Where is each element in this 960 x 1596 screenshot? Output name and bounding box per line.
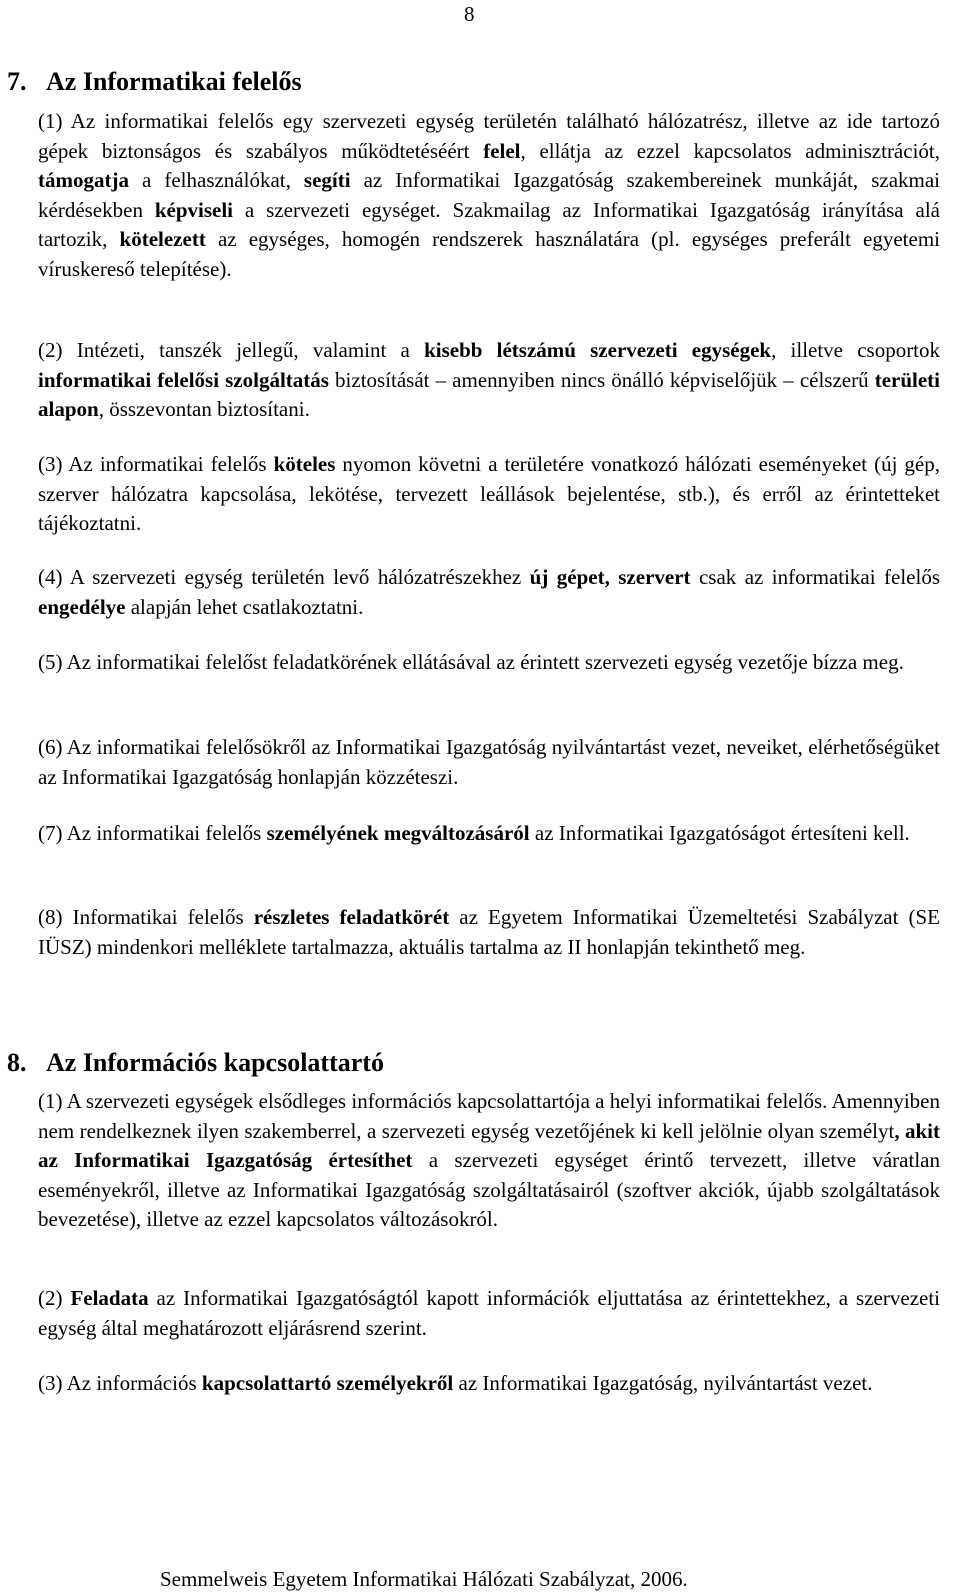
section-7-paragraph-7 bbox=[38, 819, 940, 849]
bold-text: kisebb létszámú szervezeti egységek bbox=[424, 338, 772, 362]
bold-text: , akit az Informatikai Igazgatóság értesíthet bbox=[38, 1118, 940, 1172]
body-text: az Informatikai Igazgatóság szakembereinek munkáját, szakmai kérdésekben bbox=[38, 168, 941, 222]
section-8-paragraph-1 bbox=[38, 1087, 940, 1235]
bold-text: kapcsolattartó személyekről bbox=[201, 1371, 454, 1395]
page-footer: Semmelweis Egyetem Informatikai Hálózati Szabályzat, 2006. bbox=[160, 1567, 688, 1591]
paragraph-number: (2) bbox=[38, 338, 63, 362]
paragraph-number: (8) bbox=[38, 905, 63, 929]
body-text: Az információs bbox=[66, 1371, 202, 1395]
bold-text: személyének megváltozásáról bbox=[266, 821, 530, 845]
body-text: Intézeti, tanszék jellegű, valamint a bbox=[76, 338, 425, 362]
bold-text: területi alapon bbox=[38, 367, 940, 421]
body-text: a felhasználókat, bbox=[128, 168, 304, 192]
body-text: az Informatikai Igazgatóságot értesíteni kell. bbox=[529, 821, 910, 845]
body-text: Informatikai felelős bbox=[72, 905, 254, 929]
bold-text: felel bbox=[483, 138, 521, 163]
body-text: Az informatikai felelősökről az Informatikai Igazgatóság nyilvántartást vezet, neveiket, elérhetőségüket az Informatikai Igazgatóság honlapján közzéteszi. bbox=[38, 735, 940, 789]
section-7-paragraph-8 bbox=[38, 903, 940, 962]
section-8-paragraph-3 bbox=[38, 1369, 940, 1399]
bold-text: támogatja bbox=[38, 168, 129, 192]
body-text: az Egyetem Informatikai Üzemeltetési Szabályzat (SE IÜSZ) mindenkori melléklete tartalmazza, aktuális tartalma az II honlapján tekinthető meg. bbox=[38, 905, 941, 959]
body-text: , ellátja az ezzel kapcsolatos adminisztrációt, bbox=[520, 138, 940, 163]
section-7-title: Az Informatikai felelős bbox=[46, 67, 302, 96]
body-text: A szervezeti egység területén levő hálózatrészekhez bbox=[69, 565, 530, 589]
paragraph-number: (4) bbox=[38, 565, 63, 589]
section-7-paragraph-6 bbox=[38, 733, 940, 792]
body-text: az egységes, homogén rendszerek használatára (pl. egységes preferált egyetemi víruskereső telepítése). bbox=[38, 227, 940, 281]
section-7-paragraph-4 bbox=[38, 563, 940, 622]
body-text: Az informatikai felelős egy szervezeti egység területén található hálózatrész, illetve az ide tartozó gépek biztonságos és szabályos működtetéséért bbox=[38, 109, 940, 163]
body-text: , illetve csoportok bbox=[771, 338, 941, 362]
section-7-number: 7. bbox=[7, 67, 27, 96]
paragraph-number: (1) bbox=[38, 1089, 63, 1113]
bold-text: részletes feladatkörét bbox=[253, 905, 450, 929]
section-7-paragraph-2 bbox=[38, 336, 940, 425]
section-7-paragraph-1 bbox=[38, 107, 940, 284]
paragraph-number: (3) bbox=[38, 1371, 63, 1395]
body-text: csak az informatikai felelős bbox=[690, 565, 940, 589]
bold-text: új gépet, szervert bbox=[529, 565, 691, 589]
paragraph-number: (5) bbox=[38, 650, 63, 674]
paragraph-number: (1) bbox=[38, 109, 63, 133]
paragraph-number: (6) bbox=[38, 735, 63, 759]
bold-text: engedélye bbox=[38, 594, 126, 619]
body-text: alapján lehet csatlakoztatni. bbox=[125, 594, 364, 619]
body-text: Az informatikai felelőst feladatkörének ellátásával az érintett szervezeti egység vezetője bízza meg. bbox=[66, 650, 904, 674]
body-text: a szervezeti egységet érintő tervezett, illetve váratlan eseményekről, illetve az Informatikai Igazgatóság szolgáltatásairól (szoftver akciók, újabb szolgáltatások bevezetése), illetve az ezzel kapcsolatos változásokról. bbox=[38, 1148, 940, 1231]
bold-text: informatikai felelősi szolgáltatás bbox=[38, 367, 329, 392]
body-text: az Informatikai Igazgatóság, nyilvántartást vezet. bbox=[453, 1371, 873, 1395]
bold-text: kötelezett bbox=[119, 227, 206, 251]
section-7-paragraph-3 bbox=[38, 450, 940, 539]
paragraph-number: (7) bbox=[38, 821, 63, 845]
page-number: 8 bbox=[464, 2, 475, 26]
body-text: biztosítását – amennyiben nincs önálló képviselőjük – célszerű bbox=[328, 367, 875, 392]
section-8-number: 8. bbox=[7, 1048, 27, 1077]
body-text: az Informatikai Igazgatóságtól kapott információk eljuttatása az érintettekhez, a szervezeti egység által meghatározott eljárásrend szerint. bbox=[38, 1286, 940, 1340]
bold-text: köteles bbox=[273, 452, 336, 476]
paragraph-number: (3) bbox=[38, 452, 63, 476]
body-text: A szervezeti egységek elsődleges információs kapcsolattartója a helyi informatikai felelős. Amennyiben nem rendelkeznek ilyen szakemberrel, a szervezeti egység vezetőjének ki kell jelölnie olyan személyt bbox=[38, 1089, 940, 1143]
section-8-heading bbox=[7, 1047, 384, 1079]
bold-text: képviseli bbox=[154, 197, 234, 222]
section-8-title: Az Információs kapcsolattartó bbox=[46, 1048, 384, 1077]
bold-text: Feladata bbox=[70, 1286, 149, 1310]
bold-text: segíti bbox=[303, 168, 351, 192]
body-text: a szervezeti egységet. Szakmailag az Informatikai Igazgatóság irányítása alá tartozik, bbox=[38, 197, 940, 251]
section-8-paragraph-2 bbox=[38, 1284, 940, 1343]
paragraph-number: (2) bbox=[38, 1286, 63, 1310]
section-7-paragraph-5 bbox=[38, 648, 940, 678]
section-7-heading bbox=[7, 66, 302, 98]
body-text: , összevontan biztosítani. bbox=[98, 397, 310, 421]
body-text: nyomon követni a területére vonatkozó hálózati eseményeket (új gép, szerver hálózatra kapcsolása, lekötése, tervezett leállások bejelentése, stb.), és erről az érintetteket tájékoztatni. bbox=[38, 452, 941, 535]
body-text: Az informatikai felelős bbox=[68, 452, 274, 476]
body-text: Az informatikai felelős bbox=[66, 821, 267, 845]
